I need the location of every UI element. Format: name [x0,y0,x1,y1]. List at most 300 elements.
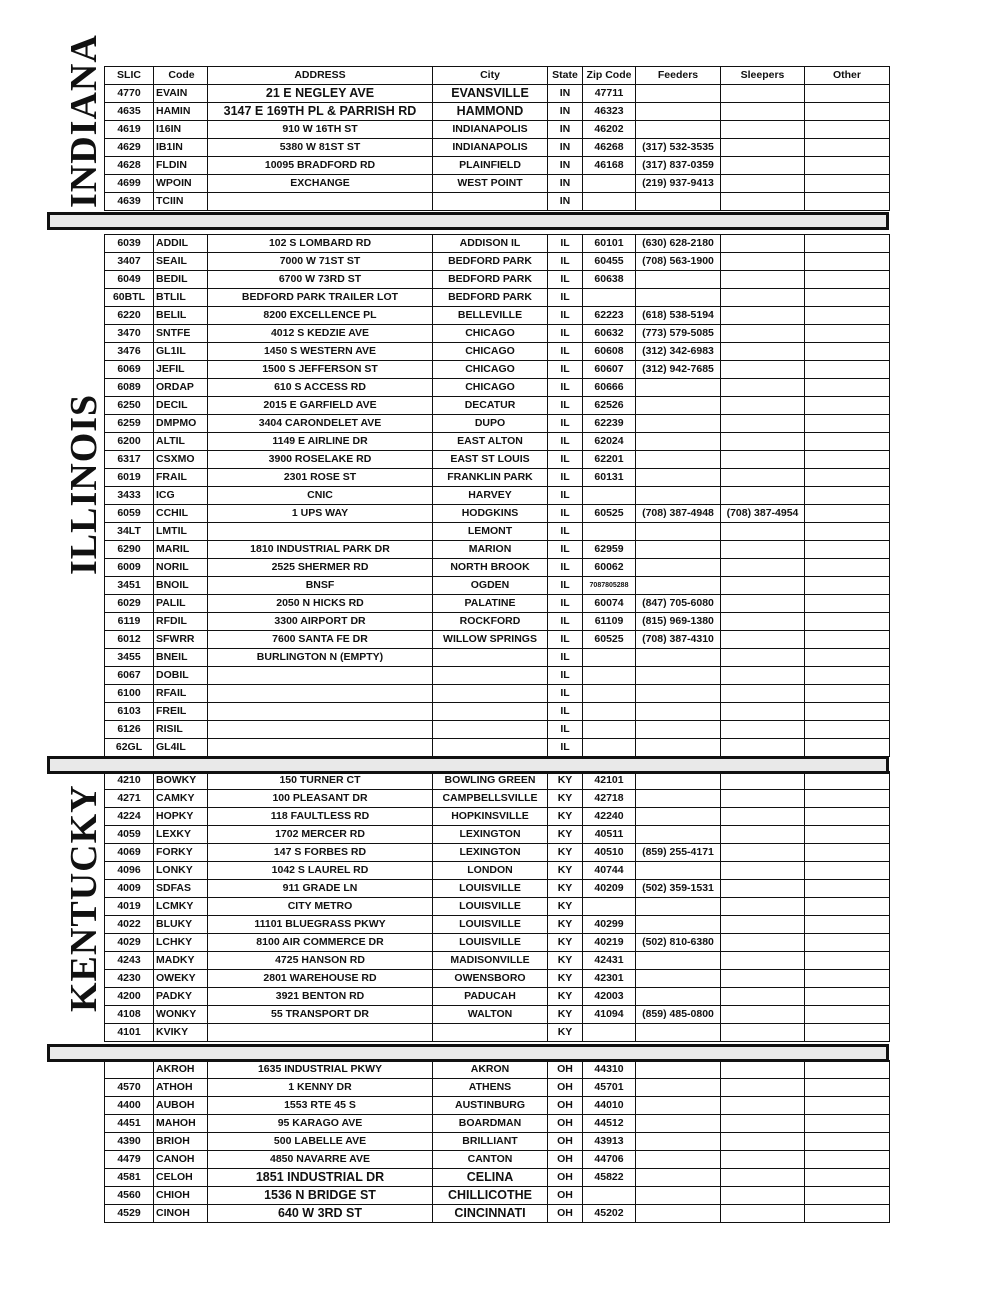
city-cell: ROCKFORD [433,613,548,631]
kentucky-table [104,771,890,1042]
zip-cell: 46168 [583,157,636,175]
state-cell: IL [548,595,583,613]
code-cell: BEDIL [154,271,208,289]
state-label-indiana: INDIANA [63,34,105,208]
state-cell: IL [548,487,583,505]
city-cell: HARVEY [433,487,548,505]
state-cell: IL [548,613,583,631]
sleepers-cell [721,844,805,862]
slic-cell: 4230 [105,970,154,988]
ohio-table [104,1060,890,1223]
feeders-cell [636,451,721,469]
state-cell: KY [548,952,583,970]
code-cell: WONKY [154,1006,208,1024]
city-cell: MADISONVILLE [433,952,548,970]
sleepers-cell [721,325,805,343]
address-cell: 95 KARAGO AVE [208,1115,433,1133]
address-cell: 7000 W 71ST ST [208,253,433,271]
feeders-cell: (317) 837-0359 [636,157,721,175]
address-cell: 1553 RTE 45 S [208,1097,433,1115]
code-cell: LONKY [154,862,208,880]
sleepers-cell [721,559,805,577]
table-row [105,934,890,952]
zip-cell: 45822 [583,1169,636,1187]
sleepers-cell [721,952,805,970]
slic-cell: 62GL [105,739,154,757]
sleepers-cell [721,703,805,721]
table-row [105,235,890,253]
address-cell: BNSF [208,577,433,595]
table-row [105,505,890,523]
other-cell [805,1079,890,1097]
code-cell: BNOIL [154,577,208,595]
code-cell: BRIOH [154,1133,208,1151]
other-cell [805,379,890,397]
code-cell: JEFIL [154,361,208,379]
sleepers-cell [721,415,805,433]
feeders-cell [636,826,721,844]
address-cell: 640 W 3RD ST [208,1205,433,1223]
city-cell [433,667,548,685]
city-cell: EAST ST LOUIS [433,451,548,469]
other-cell [805,970,890,988]
zip-cell: 60074 [583,595,636,613]
slic-cell: 3476 [105,343,154,361]
slic-cell: 4560 [105,1187,154,1205]
code-cell: GL1IL [154,343,208,361]
feeders-cell: (630) 628-2180 [636,235,721,253]
sleepers-cell [721,85,805,103]
state-cell: IL [548,415,583,433]
other-cell [805,193,890,211]
code-cell: CCHIL [154,505,208,523]
state-cell: IL [548,721,583,739]
other-cell [805,451,890,469]
table-row [105,790,890,808]
feeders-cell [636,487,721,505]
zip-cell [583,685,636,703]
code-cell: FLDIN [154,157,208,175]
zip-cell: 46323 [583,103,636,121]
code-cell: BELIL [154,307,208,325]
city-cell: HOPKINSVILLE [433,808,548,826]
feeders-cell [636,523,721,541]
other-cell [805,1169,890,1187]
slic-cell: 6029 [105,595,154,613]
state-cell: KY [548,772,583,790]
city-cell: CHICAGO [433,379,548,397]
sleepers-cell [721,685,805,703]
state-cell: IN [548,139,583,157]
state-cell: OH [548,1205,583,1223]
slic-cell: 6317 [105,451,154,469]
address-cell: EXCHANGE [208,175,433,193]
address-cell: 1536 N BRIDGE ST [208,1187,433,1205]
state-cell: KY [548,970,583,988]
slic-cell: 4770 [105,85,154,103]
sleepers-cell [721,451,805,469]
address-cell: 21 E NEGLEY AVE [208,85,433,103]
address-cell: 2801 WAREHOUSE RD [208,970,433,988]
code-cell: TCIIN [154,193,208,211]
state-cell: KY [548,916,583,934]
sleepers-cell [721,988,805,1006]
address-cell: 1 KENNY DR [208,1079,433,1097]
address-cell: 4850 NAVARRE AVE [208,1151,433,1169]
table-row [105,862,890,880]
zip-cell: 44512 [583,1115,636,1133]
city-cell [433,739,548,757]
other-cell [805,1115,890,1133]
city-cell: WEST POINT [433,175,548,193]
city-cell: OWENSBORO [433,970,548,988]
city-cell: LOUISVILLE [433,934,548,952]
address-cell: 1450 S WESTERN AVE [208,343,433,361]
zip-cell: 47711 [583,85,636,103]
state-cell: OH [548,1133,583,1151]
state-cell: IN [548,103,583,121]
slic-cell: 6019 [105,469,154,487]
table-row [105,523,890,541]
state-cell: IL [548,649,583,667]
sleepers-cell [721,667,805,685]
city-cell: PADUCAH [433,988,548,1006]
address-cell: 102 S LOMBARD RD [208,235,433,253]
feeders-cell [636,1151,721,1169]
sleepers-cell [721,577,805,595]
code-cell: CHIOH [154,1187,208,1205]
city-cell [433,703,548,721]
other-cell [805,649,890,667]
zip-cell: 42431 [583,952,636,970]
slic-cell: 4029 [105,934,154,952]
sleepers-cell [721,1205,805,1223]
zip-cell: 43913 [583,1133,636,1151]
code-cell: SFWRR [154,631,208,649]
sleepers-cell [721,934,805,952]
slic-cell: 4529 [105,1205,154,1223]
sleepers-cell [721,1187,805,1205]
city-cell: FRANKLIN PARK [433,469,548,487]
feeders-cell: (773) 579-5085 [636,325,721,343]
code-cell: SEAIL [154,253,208,271]
zip-cell [583,649,636,667]
table-row [105,808,890,826]
address-cell [208,667,433,685]
col-state: State [548,67,583,85]
sleepers-cell [721,898,805,916]
sleepers-cell [721,826,805,844]
zip-cell: 44706 [583,1151,636,1169]
other-cell [805,988,890,1006]
address-cell [208,523,433,541]
state-cell: IL [548,325,583,343]
city-cell: INDIANAPOLIS [433,121,548,139]
sleepers-cell [721,649,805,667]
table-row [105,1187,890,1205]
code-cell: SNTFE [154,325,208,343]
code-cell: LEXKY [154,826,208,844]
table-row [105,379,890,397]
other-cell [805,271,890,289]
address-cell: 1149 E AIRLINE DR [208,433,433,451]
sleepers-cell [721,1133,805,1151]
slic-cell: 34LT [105,523,154,541]
slic-cell: 6012 [105,631,154,649]
code-cell: LMTIL [154,523,208,541]
feeders-cell [636,1097,721,1115]
sleepers-cell [721,880,805,898]
code-cell: HAMIN [154,103,208,121]
slic-cell: 4101 [105,1024,154,1042]
code-cell: BNEIL [154,649,208,667]
feeders-cell: (859) 485-0800 [636,1006,721,1024]
other-cell [805,880,890,898]
city-cell [433,1024,548,1042]
address-cell: 2015 E GARFIELD AVE [208,397,433,415]
sleepers-cell [721,808,805,826]
other-cell [805,505,890,523]
other-cell [805,541,890,559]
feeders-cell [636,121,721,139]
address-cell: 500 LABELLE AVE [208,1133,433,1151]
table-row [105,1079,890,1097]
code-cell: MADKY [154,952,208,970]
code-cell: CSXMO [154,451,208,469]
city-cell: ADDISON IL [433,235,548,253]
state-cell: OH [548,1187,583,1205]
state-cell: IL [548,361,583,379]
state-cell: IL [548,343,583,361]
feeders-cell: (815) 969-1380 [636,613,721,631]
code-cell: PADKY [154,988,208,1006]
sleepers-cell [721,121,805,139]
zip-cell: 60525 [583,505,636,523]
slic-cell: 4019 [105,898,154,916]
address-cell: 55 TRANSPORT DR [208,1006,433,1024]
address-cell: 3921 BENTON RD [208,988,433,1006]
table-row [105,721,890,739]
sleepers-cell [721,1097,805,1115]
table-row [105,433,890,451]
code-cell: SDFAS [154,880,208,898]
slic-cell [105,1061,154,1079]
state-cell: KY [548,844,583,862]
slic-cell: 4243 [105,952,154,970]
table-row [105,103,890,121]
sleepers-cell [721,862,805,880]
slic-cell: 6100 [105,685,154,703]
feeders-cell [636,559,721,577]
city-cell [433,649,548,667]
slic-cell: 60BTL [105,289,154,307]
table-row [105,595,890,613]
sleepers-cell [721,157,805,175]
col-code: Code [154,67,208,85]
sleepers-cell [721,175,805,193]
zip-cell: 7087805288 [583,577,636,595]
sleepers-cell [721,469,805,487]
sleepers-cell [721,739,805,757]
zip-cell: 40511 [583,826,636,844]
sleepers-cell [721,361,805,379]
sleepers-cell [721,1061,805,1079]
col-sleepers: Sleepers [721,67,805,85]
address-cell: 118 FAULTLESS RD [208,808,433,826]
city-cell: BOWLING GREEN [433,772,548,790]
slic-cell: 6069 [105,361,154,379]
code-cell: BTLIL [154,289,208,307]
table-row [105,844,890,862]
section-divider [47,212,889,230]
slic-cell: 4699 [105,175,154,193]
zip-cell [583,523,636,541]
sleepers-cell [721,379,805,397]
slic-cell: 4200 [105,988,154,1006]
slic-cell: 4069 [105,844,154,862]
other-cell [805,1151,890,1169]
table-row [105,271,890,289]
zip-cell: 60101 [583,235,636,253]
state-cell: IL [548,577,583,595]
code-cell: KVIKY [154,1024,208,1042]
address-cell [208,721,433,739]
other-cell [805,667,890,685]
col-other: Other [805,67,890,85]
city-cell: LEXINGTON [433,844,548,862]
city-cell: EVANSVILLE [433,85,548,103]
code-cell: BOWKY [154,772,208,790]
code-cell: I16IN [154,121,208,139]
zip-cell: 42101 [583,772,636,790]
slic-cell: 4629 [105,139,154,157]
address-cell: 911 GRADE LN [208,880,433,898]
zip-cell [583,193,636,211]
feeders-cell [636,541,721,559]
other-cell [805,703,890,721]
address-cell: 1635 INDUSTRIAL PKWY [208,1061,433,1079]
code-cell: ADDIL [154,235,208,253]
slic-cell: 6049 [105,271,154,289]
sleepers-cell [721,595,805,613]
state-cell: IL [548,379,583,397]
feeders-cell [636,577,721,595]
feeders-cell: (847) 705-6080 [636,595,721,613]
sleepers-cell [721,307,805,325]
zip-cell: 62024 [583,433,636,451]
slic-cell: 3451 [105,577,154,595]
other-cell [805,289,890,307]
slic-cell: 4022 [105,916,154,934]
feeders-cell [636,193,721,211]
other-cell [805,721,890,739]
feeders-cell: (859) 255-4171 [636,844,721,862]
city-cell: CANTON [433,1151,548,1169]
feeders-cell [636,379,721,397]
zip-cell: 41094 [583,1006,636,1024]
city-cell: CELINA [433,1169,548,1187]
zip-cell: 40209 [583,880,636,898]
sleepers-cell [721,103,805,121]
col-city: City [433,67,548,85]
zip-cell: 60062 [583,559,636,577]
city-cell: BELLEVILLE [433,307,548,325]
feeders-cell [636,85,721,103]
table-row [105,343,890,361]
feeders-cell [636,649,721,667]
other-cell [805,325,890,343]
state-cell: IL [548,289,583,307]
address-cell: 1851 INDUSTRIAL DR [208,1169,433,1187]
address-cell: 1500 S JEFFERSON ST [208,361,433,379]
state-cell: IL [548,739,583,757]
slic-cell: 4108 [105,1006,154,1024]
feeders-cell [636,667,721,685]
slic-cell: 6103 [105,703,154,721]
feeders-cell [636,1079,721,1097]
address-cell: 10095 BRADFORD RD [208,157,433,175]
address-cell: 610 S ACCESS RD [208,379,433,397]
city-cell: LOUISVILLE [433,916,548,934]
state-cell: IL [548,559,583,577]
code-cell: DMPMO [154,415,208,433]
indiana-rows [105,85,890,211]
city-cell: HODGKINS [433,505,548,523]
other-cell [805,1187,890,1205]
zip-cell: 46202 [583,121,636,139]
state-label-illinois: ILLINOIS [63,393,105,575]
code-cell: WPOIN [154,175,208,193]
feeders-cell [636,952,721,970]
table-row [105,988,890,1006]
state-label-kentucky: KENTUCKY [63,784,105,1012]
other-cell [805,523,890,541]
slic-cell: 4619 [105,121,154,139]
other-cell [805,397,890,415]
other-cell [805,175,890,193]
zip-cell: 44010 [583,1097,636,1115]
zip-cell: 62959 [583,541,636,559]
ohio-rows [105,1061,890,1223]
sleepers-cell [721,433,805,451]
address-cell: 100 PLEASANT DR [208,790,433,808]
code-cell: FORKY [154,844,208,862]
other-cell [805,487,890,505]
code-cell: AKROH [154,1061,208,1079]
state-cell: OH [548,1097,583,1115]
feeders-cell [636,1205,721,1223]
slic-cell: 4451 [105,1115,154,1133]
other-cell [805,739,890,757]
address-cell [208,685,433,703]
zip-cell: 42003 [583,988,636,1006]
state-cell: IL [548,451,583,469]
table-row [105,703,890,721]
table-row [105,880,890,898]
table-row [105,826,890,844]
slic-cell: 4210 [105,772,154,790]
other-cell [805,559,890,577]
table-row [105,772,890,790]
state-cell: KY [548,1006,583,1024]
feeders-cell [636,862,721,880]
table-row [105,649,890,667]
slic-cell: 4224 [105,808,154,826]
zip-cell: 62201 [583,451,636,469]
city-cell: WILLOW SPRINGS [433,631,548,649]
other-cell [805,307,890,325]
other-cell [805,361,890,379]
